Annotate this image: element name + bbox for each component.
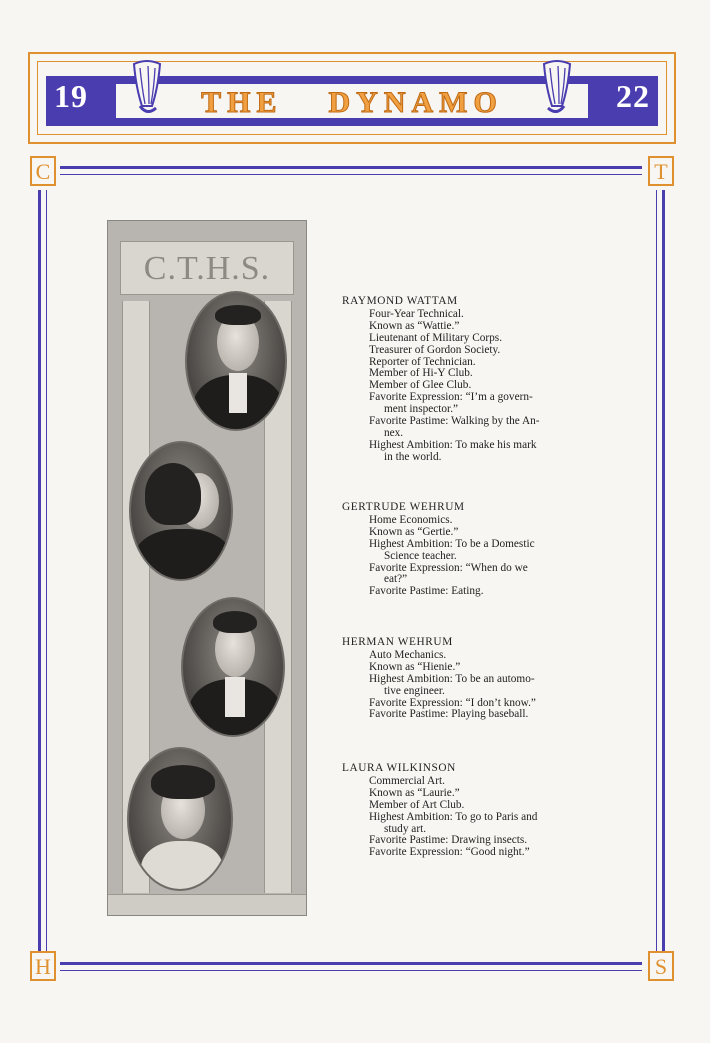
portrait-raymond-wattam (185, 291, 287, 431)
bio-line: Highest Ambition: To be a Domestic (369, 537, 535, 550)
bio-line: Favorite Expression: “When do we (369, 561, 528, 574)
bio-line-continued: nex. (384, 426, 404, 439)
bio-line-continued: eat?” (384, 573, 408, 586)
year-left: 19 (54, 78, 88, 114)
bio-line: Known as “Wattie.” (369, 319, 460, 332)
portrait-herman-wehrum (181, 597, 285, 737)
horn-ornament-right-icon (540, 58, 574, 118)
panel-inscription: C.T.H.S. (143, 250, 271, 287)
bio-line: Commercial Art. (369, 774, 445, 787)
bio-herman-wehrum (342, 637, 622, 721)
bio-line: Favorite Pastime: Eating. (369, 585, 484, 598)
bio-line: Member of Hi-Y Club. (369, 367, 473, 380)
bio-line-continued: in the world. (384, 450, 442, 463)
portrait-laura-wilkinson (127, 747, 233, 891)
bio-line: Favorite Expression: “I don’t know.” (369, 696, 536, 709)
bio-line: Known as “Hienie.” (369, 660, 461, 673)
bio-line: Four-Year Technical. (369, 307, 464, 320)
bio-line-continued: ment inspector.” (384, 403, 459, 416)
bio-line-continued: tive engineer. (384, 684, 445, 697)
frame-right-line (662, 190, 665, 952)
bio-gertrude-wehrum (342, 502, 622, 598)
bio-line: Highest Ambition: To go to Paris and (369, 810, 538, 823)
bio-line: Favorite Pastime: Drawing insects. (369, 834, 528, 847)
bio-line: Known as “Gertie.” (369, 525, 459, 538)
student-name: RAYMOND WATTAM (342, 295, 458, 307)
student-name: GERTRUDE WEHRUM (342, 501, 465, 513)
bio-raymond-wattam (342, 296, 622, 464)
bio-line: Favorite Pastime: Playing baseball. (369, 708, 529, 721)
bio-line: Treasurer of Gordon Society. (369, 343, 501, 356)
frame-left-line (38, 190, 41, 952)
title-word-the: THE (201, 86, 283, 119)
horn-ornament-left-icon (130, 58, 164, 118)
banner-band (46, 76, 658, 126)
portrait-panel (107, 220, 307, 916)
header-banner (28, 52, 676, 144)
bio-line: Lieutenant of Military Corps. (369, 331, 503, 344)
bio-line: Known as “Laurie.” (369, 786, 460, 799)
bio-line: Favorite Pastime: Walking by the An- (369, 415, 540, 428)
bio-line: Auto Mechanics. (369, 648, 447, 661)
frame-bottom-line (60, 962, 642, 965)
portrait-gertrude-wehrum (129, 441, 233, 581)
title-word-dynamo: DYNAMO (328, 86, 503, 119)
bio-line: Member of Glee Club. (369, 379, 472, 392)
student-name: HERMAN WEHRUM (342, 636, 453, 648)
bio-laura-wilkinson (342, 763, 622, 859)
bio-line: Member of Art Club. (369, 798, 465, 811)
bio-line: Home Economics. (369, 513, 453, 526)
bio-line: Highest Ambition: To make his mark (369, 438, 537, 451)
bio-line-continued: Science teacher. (384, 549, 457, 562)
bio-line: Favorite Expression: “I’m a govern- (369, 391, 533, 404)
corner-letter-t: T (648, 156, 674, 186)
corner-letter-h: H (30, 951, 56, 981)
year-right: 22 (616, 78, 650, 114)
bio-line: Reporter of Technician. (369, 355, 476, 368)
banner-title (116, 86, 588, 120)
bio-line: Highest Ambition: To be an automo- (369, 672, 535, 685)
corner-letter-c: C (30, 156, 56, 186)
student-name: LAURA WILKINSON (342, 762, 456, 774)
bio-line: Favorite Expression: “Good night.” (369, 846, 530, 859)
panel-inscription-plate (120, 241, 294, 295)
frame-top-line (60, 166, 642, 169)
bio-line-continued: study art. (384, 822, 427, 835)
corner-letter-s: S (648, 951, 674, 981)
